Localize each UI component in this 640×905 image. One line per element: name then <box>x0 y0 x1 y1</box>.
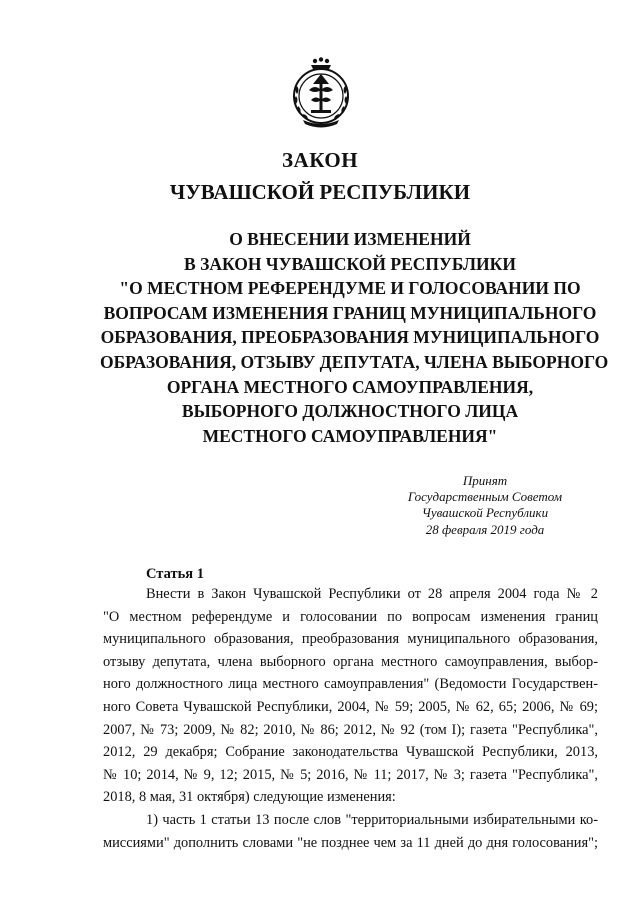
subtitle-line: ОРГАНА МЕСТНОГО САМОУПРАВЛЕНИЯ, <box>166 376 534 397</box>
adoption-line: Принят <box>462 473 508 488</box>
subtitle-line: О ВНЕСЕНИИ ИЗМЕНЕНИЙ <box>229 229 471 249</box>
adoption-line: Чувашской Республики <box>421 505 549 521</box>
coat-of-arms-icon <box>289 56 353 128</box>
adoption-note <box>360 473 610 538</box>
body-line: Внести в Закон Чувашской Республики от 28 апреля 2004 года № 2 <box>146 586 598 602</box>
subtitle-line: ВОПРОСАМ ИЗМЕНЕНИЯ ГРАНИЦ МУНИЦИПАЛЬНОГО <box>103 302 597 323</box>
body-line: 2018, 8 мая, 31 октября) следующие изменения: <box>103 789 396 806</box>
body-line: ного Совета Чувашской Республики, 2004, № 59; 2005, № 62, 65; 2006, № 69; <box>103 698 598 715</box>
body-line: 2007, № 73; 2009, № 82; 2010, № 86; 2012, № 92 (том I); газета "Республика", <box>103 721 598 738</box>
body-line: отзыву депутата, члена выборного органа местного самоуправления, выбор- <box>103 653 598 670</box>
amendment-item-line: 1) часть 1 статьи 13 после слов "территориальными избирательными ко- <box>146 811 598 828</box>
law-subtitle <box>100 227 609 448</box>
law-title: ЗАКОН <box>281 148 359 172</box>
adoption-line: Государственным Советом <box>407 489 563 505</box>
body-line: муниципального образования, преобразования муниципального образования, <box>103 631 598 648</box>
subtitle-line: ОБРАЗОВАНИЯ, ОТЗЫВУ ДЕПУТАТА, ЧЛЕНА ВЫБОРНОГО <box>100 351 609 372</box>
subtitle-line: ВЫБОРНОГО ДОЛЖНОСТНОГО ЛИЦА <box>181 401 519 422</box>
subtitle-line: МЕСТНОГО САМОУПРАВЛЕНИЯ" <box>202 425 498 446</box>
article-heading: Статья 1 <box>146 566 204 582</box>
amendment-item-line: миссиями" дополнить словами "не позднее чем за 11 дней до дня голосования"; <box>103 834 598 851</box>
article-body <box>103 583 598 854</box>
body-line: 2012, 29 декабря; Собрание законодательства Чувашской Республики, 2013, <box>103 744 598 761</box>
body-line: ного должностного лица местного самоуправления" (Ведомости Государствен- <box>103 676 598 693</box>
adoption-date: 28 февраля 2019 года <box>425 521 545 537</box>
subtitle-line: ОБРАЗОВАНИЯ, ПРЕОБРАЗОВАНИЯ МУНИЦИПАЛЬНОГО <box>100 327 600 348</box>
subtitle-line: В ЗАКОН ЧУВАШСКОЙ РЕСПУБЛИКИ <box>184 253 516 274</box>
republic-title: ЧУВАШСКОЙ РЕСПУБЛИКИ <box>169 180 471 204</box>
body-line: № 10; 2014, № 9, 12; 2015, № 5; 2016, № 11; 2017, № 3; газета "Республика", <box>103 766 598 783</box>
body-line: "О местном референдуме и голосовании по вопросам изменения границ <box>103 608 598 625</box>
subtitle-line: "О МЕСТНОМ РЕФЕРЕНДУМЕ И ГОЛОСОВАНИИ ПО <box>119 278 581 299</box>
